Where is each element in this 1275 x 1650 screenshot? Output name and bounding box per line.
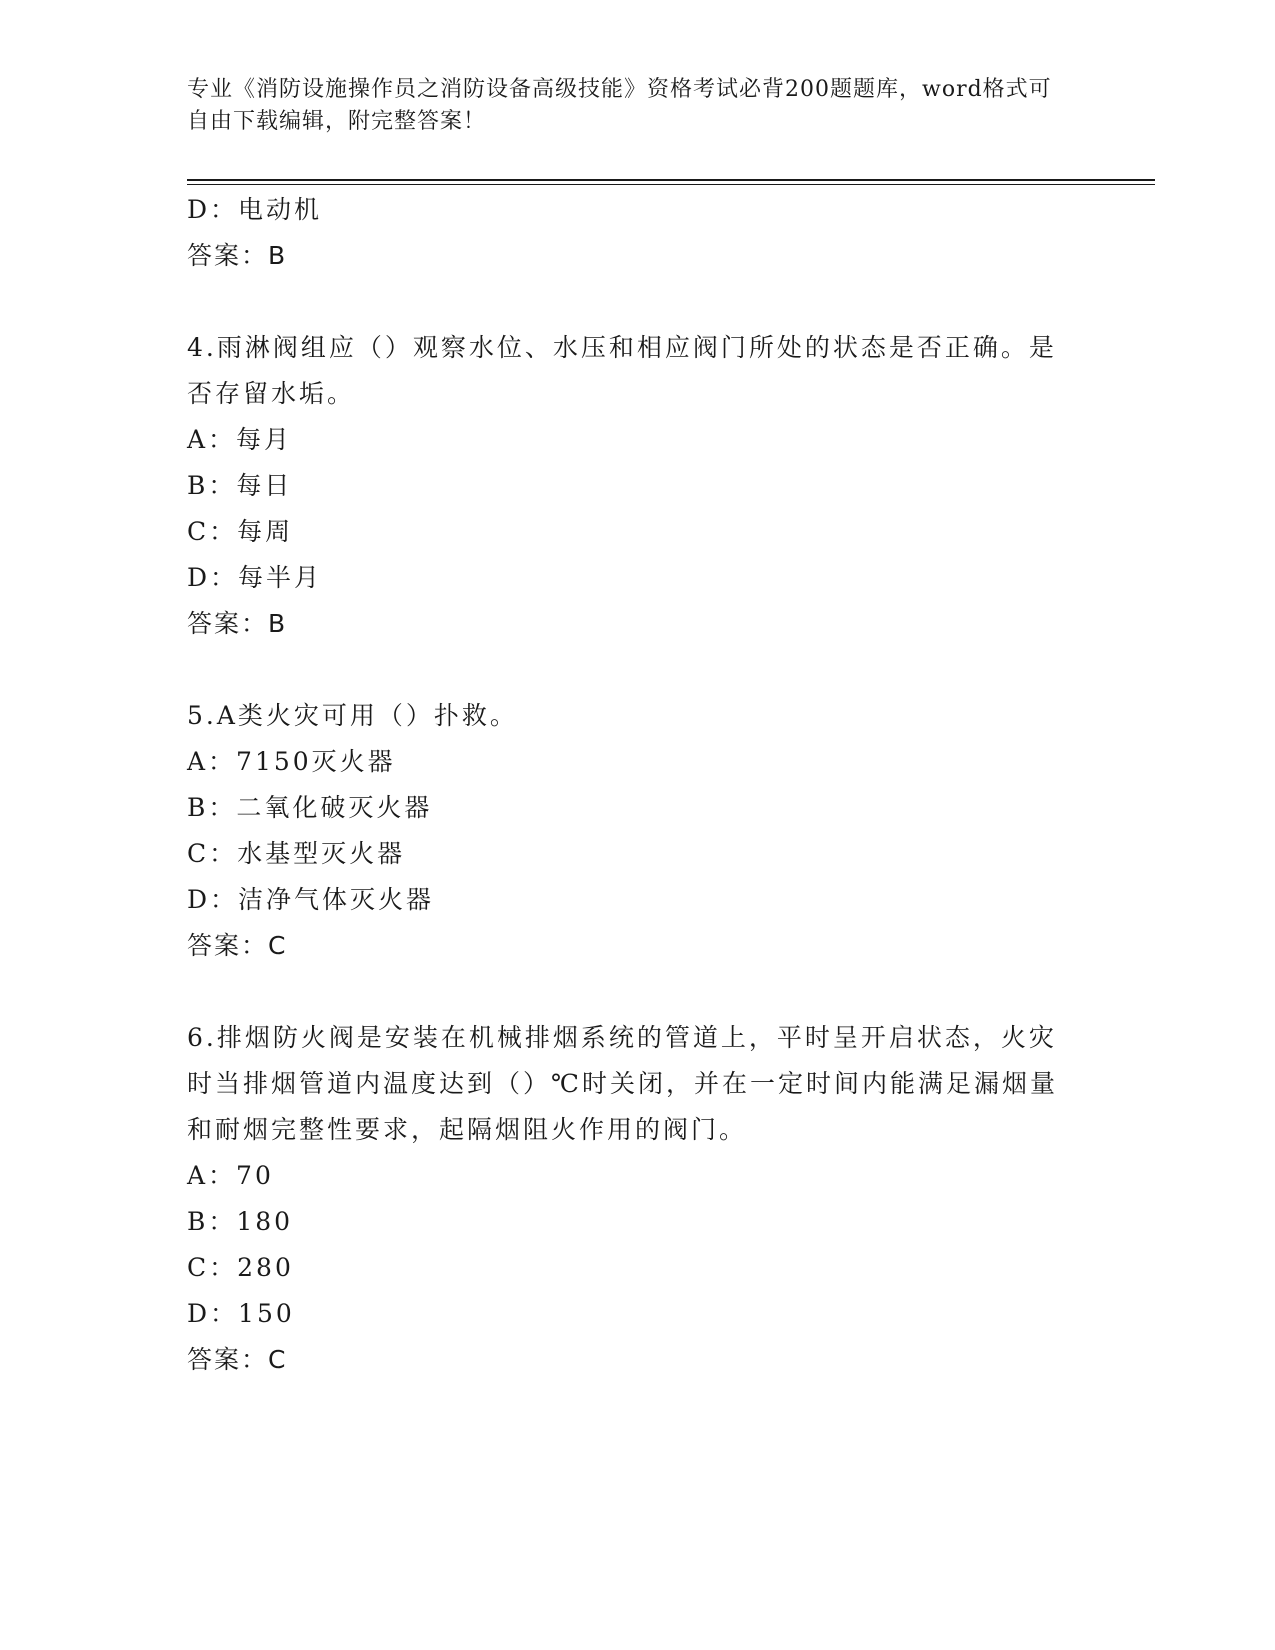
option-d: D：洁净气体灭火器 — [187, 885, 435, 914]
header-divider-thick — [187, 179, 1155, 181]
option-b: B：180 — [187, 1207, 294, 1236]
question-text: 4.雨淋阀组应（）观察水位、水压和相应阀门所处的状态是否正确。是否存留水垢。 — [187, 333, 1057, 408]
answer-line: 答案：B — [187, 241, 288, 270]
answer-line: 答案：C — [187, 1345, 288, 1374]
header-divider-thin — [187, 184, 1155, 185]
option-d: D：每半月 — [187, 563, 323, 592]
question-4 — [187, 325, 1067, 647]
option-a: A：每月 — [187, 425, 293, 454]
option-b: B：二氧化破灭火器 — [187, 793, 433, 822]
question-list — [187, 187, 1067, 1383]
option-c: C：每周 — [187, 517, 294, 546]
question-5 — [187, 693, 1067, 969]
option-b: B：每日 — [187, 471, 293, 500]
option-c: C：280 — [187, 1253, 294, 1282]
answer-line: 答案：B — [187, 609, 288, 638]
question-text: 6.排烟防火阀是安装在机械排烟系统的管道上，平时呈开启状态，火灾时当排烟管道内温度达到（）℃时关闭，并在一定时间内能满足漏烟量和耐烟完整性要求，起隔烟阻火作用的阀门。 — [187, 1023, 1058, 1144]
option-c: C：水基型灭火器 — [187, 839, 406, 868]
option-d: D：电动机 — [187, 195, 323, 224]
spacer — [187, 647, 1067, 693]
option-a: A：70 — [187, 1161, 274, 1190]
answer-line: 答案：C — [187, 931, 288, 960]
option-a: A：7150灭火器 — [187, 747, 396, 776]
question-text: 5.A类火灾可用（）扑救。 — [187, 701, 518, 730]
question-3-partial — [187, 187, 1067, 279]
option-d: D：150 — [187, 1299, 295, 1328]
document-header: 专业《消防设施操作员之消防设备高级技能》资格考试必背200题题库，word格式可自由下载编辑，附完整答案！ — [187, 77, 1052, 134]
question-6 — [187, 1015, 1067, 1383]
spacer — [187, 969, 1067, 1015]
spacer — [187, 279, 1067, 325]
